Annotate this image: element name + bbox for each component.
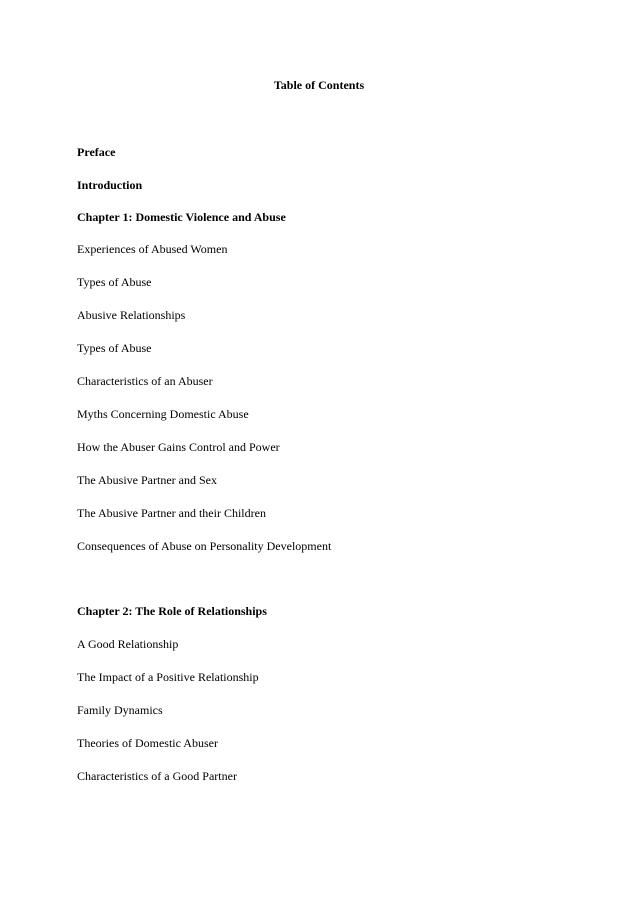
toc-entry: Abusive Relationships bbox=[77, 308, 186, 322]
toc-entry: Family Dynamics bbox=[77, 703, 163, 717]
toc-entry-chapter-1: Chapter 1: Domestic Violence and Abuse bbox=[77, 210, 286, 224]
toc-entry: Types of Abuse bbox=[77, 341, 152, 355]
page-title-text: Table of Contents bbox=[273, 78, 365, 92]
toc-entry: Consequences of Abuse on Personality Development bbox=[77, 539, 332, 553]
toc-entry: Theories of Domestic Abuser bbox=[77, 736, 218, 750]
toc-entry: Characteristics of a Good Partner bbox=[77, 769, 237, 783]
toc-entry: The Abusive Partner and their Children bbox=[77, 506, 266, 520]
toc-entry: Experiences of Abused Women bbox=[77, 242, 228, 256]
page-title bbox=[0, 77, 638, 93]
toc-entry-preface: Preface bbox=[77, 145, 116, 159]
toc-entry: The Abusive Partner and Sex bbox=[77, 473, 217, 487]
toc-entry: Types of Abuse bbox=[77, 275, 152, 289]
toc-entry: How the Abuser Gains Control and Power bbox=[77, 440, 280, 454]
toc-entry: Characteristics of an Abuser bbox=[77, 374, 213, 388]
toc-entry-introduction: Introduction bbox=[77, 178, 143, 192]
toc-entry: Myths Concerning Domestic Abuse bbox=[77, 407, 249, 421]
toc-entry: The Impact of a Positive Relationship bbox=[77, 670, 259, 684]
toc-entry: A Good Relationship bbox=[77, 637, 179, 651]
toc-entry-chapter-2: Chapter 2: The Role of Relationships bbox=[77, 604, 267, 618]
